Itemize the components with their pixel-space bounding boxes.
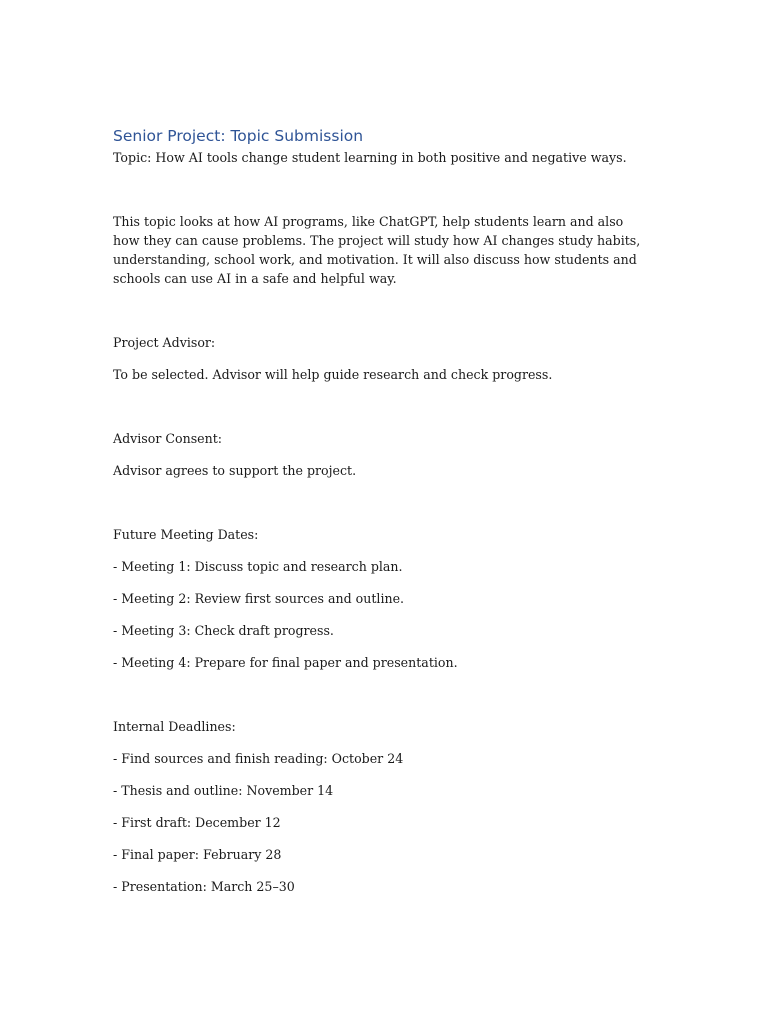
meetings-heading: Future Meeting Dates: [113, 527, 259, 542]
topic-description: This topic looks at how AI programs, like ChatGPT, help students learn and also how they can cause problems. The project will study how AI changes study habits, understanding, school work, and motivation. It will also discuss how students and schools can use AI in a safe and helpful way. [113, 214, 641, 286]
meeting-item: - Meeting 3: Check draft progress. [113, 623, 334, 638]
document-title: Senior Project: Topic Submission [113, 127, 364, 145]
meeting-item: - Meeting 2: Review first sources and outline. [113, 591, 405, 606]
advisor-text: To be selected. Advisor will help guide research and check progress. [113, 367, 553, 382]
topic-line: Topic: How AI tools change student learning in both positive and negative ways. [113, 150, 627, 165]
meeting-item: - Meeting 1: Discuss topic and research plan. [113, 559, 403, 574]
deadline-item: - Final paper: February 28 [113, 847, 282, 862]
deadlines-heading: Internal Deadlines: [113, 719, 236, 734]
deadline-item: - Thesis and outline: November 14 [113, 783, 334, 798]
deadline-item: - Presentation: March 25–30 [113, 879, 295, 894]
deadline-item: - Find sources and finish reading: October 24 [113, 751, 404, 766]
deadline-item: - First draft: December 12 [113, 815, 281, 830]
document-body [113, 124, 653, 896]
meeting-item: - Meeting 4: Prepare for final paper and presentation. [113, 655, 458, 670]
consent-text: Advisor agrees to support the project. [113, 463, 357, 478]
advisor-heading: Project Advisor: [113, 335, 216, 350]
consent-heading: Advisor Consent: [113, 431, 223, 446]
